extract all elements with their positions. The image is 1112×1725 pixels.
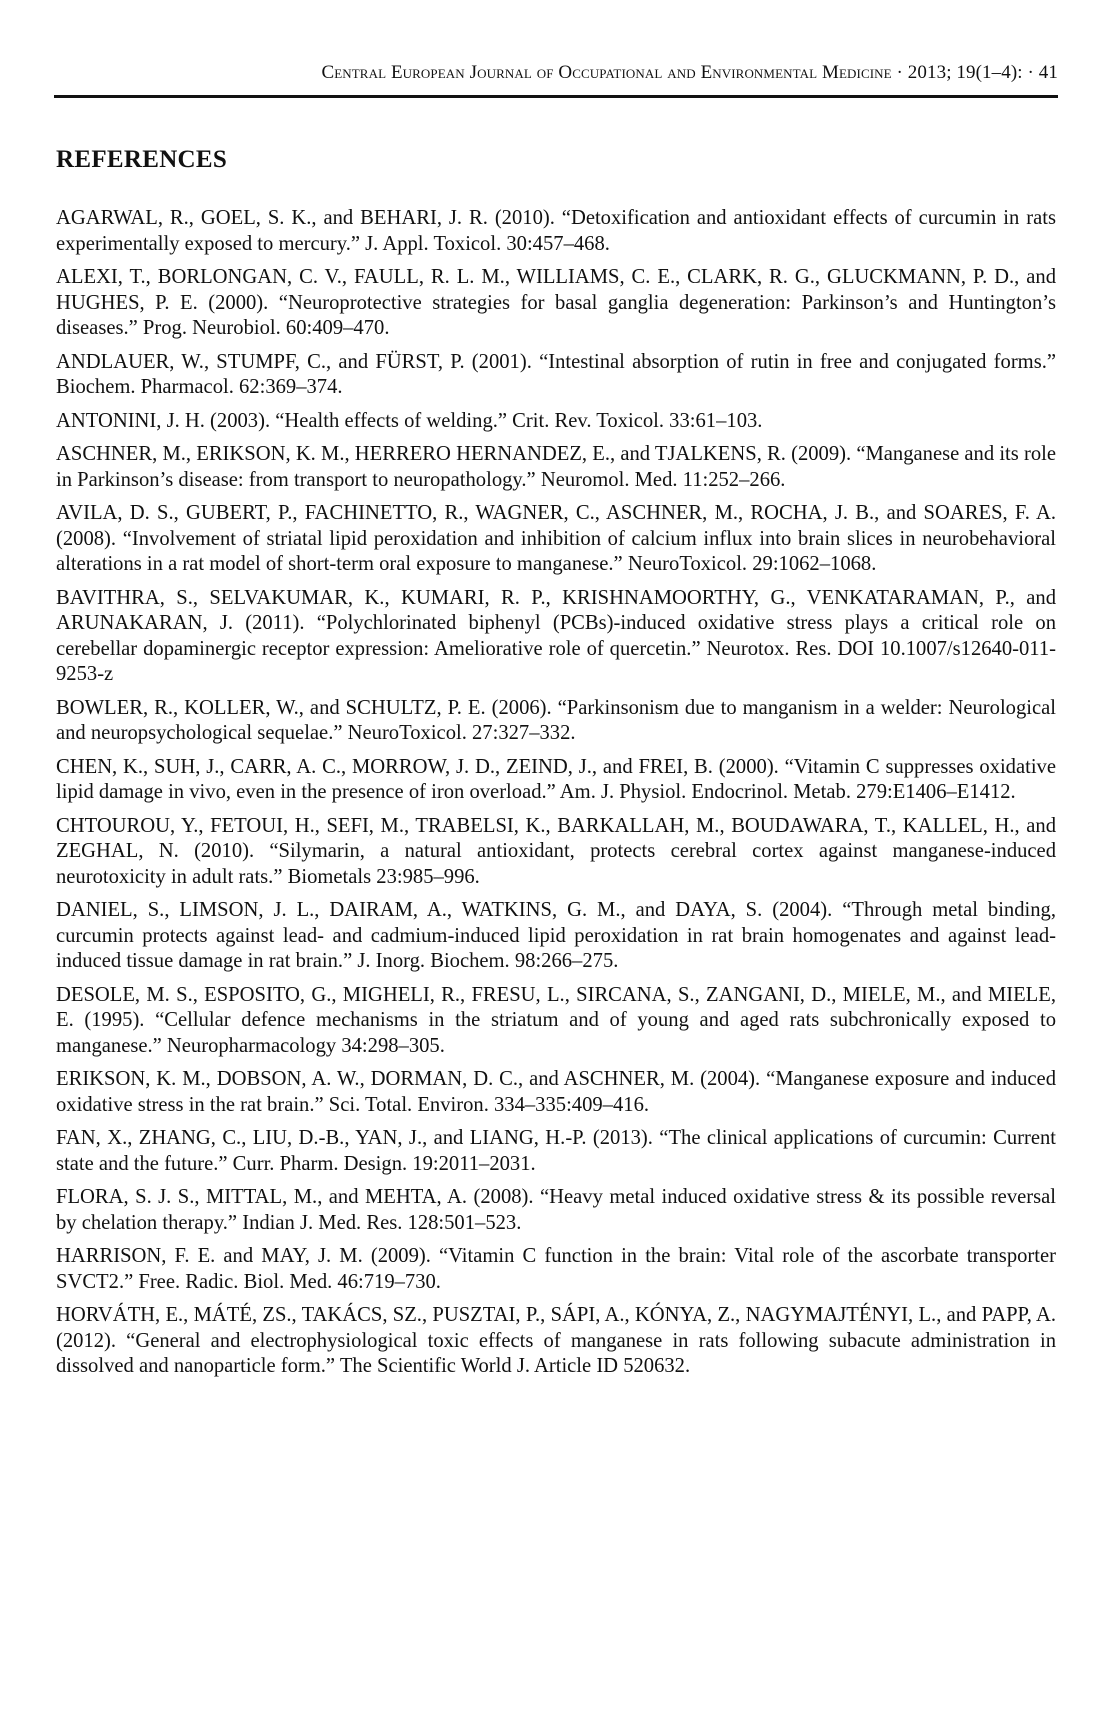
section-title: REFERENCES <box>56 146 228 173</box>
reference-entry: ANDLAUER, W., STUMPF, C., and FÜRST, P. (2001). “Intestinal absorption of rutin in free and conjugated forms.” Biochem. Pharmacol. 62:369–374. <box>56 350 1056 398</box>
header-rule <box>54 95 1058 98</box>
reference-list <box>56 206 1056 1388</box>
reference-entry: FAN, X., ZHANG, C., LIU, D.-B., YAN, J., and LIANG, H.-P. (2013). “The clinical applications of curcumin: Current state and the future.” Curr. Pharm. Design. 19:2011–2031. <box>56 1127 1056 1175</box>
reference-entry: AGARWAL, R., GOEL, S. K., and BEHARI, J. R. (2010). “Detoxification and antioxidant effects of curcumin in rats experimentally exposed to mercury.” J. Appl. Toxicol. 30:457–468. <box>56 207 1056 255</box>
reference-entry: HARRISON, F. E. and MAY, J. M. (2009). “Vitamin C function in the brain: Vital role of the ascorbate transporter SVCT2.” Free. Radic. Biol. Med. 46:719–730. <box>56 1245 1056 1293</box>
reference-entry: ERIKSON, K. M., DOBSON, A. W., DORMAN, D. C., and ASCHNER, M. (2004). “Manganese exposure and induced oxidative stress in the rat brain.” Sci. Total. Environ. 334–335:409–416. <box>56 1068 1056 1116</box>
reference-entry: FLORA, S. J. S., MITTAL, M., and MEHTA, A. (2008). “Heavy metal induced oxidative stress & its possible reversal by chelation therapy.” Indian J. Med. Res. 128:501–523. <box>56 1186 1056 1234</box>
reference-entry: BOWLER, R., KOLLER, W., and SCHULTZ, P. E. (2006). “Parkinsonism due to manganism in a welder: Neurological and neuropsychological sequelae.” NeuroToxicol. 27:327–332. <box>56 696 1056 744</box>
reference-entry: CHTOUROU, Y., FETOUI, H., SEFI, M., TRABELSI, K., BARKALLAH, M., BOUDAWARA, T., KALLEL, H., and ZEGHAL, N. (2010). “Silymarin, a natural antioxidant, protects cerebral cortex against manganese-induced neurotoxicity in adult rats.” Biometals 23:985–996. <box>56 814 1056 888</box>
running-header: Central European Journal of Occupational and Environmental Medicine · 2013; 19(1–4): · 41 <box>321 62 1058 83</box>
reference-entry: DANIEL, S., LIMSON, J. L., DAIRAM, A., WATKINS, G. M., and DAYA, S. (2004). “Through metal binding, curcumin protects against lead- and cadmium-induced lipid peroxidation in rat brain homogenates and against lead-induced tissue damage in rat brain.” J. Inorg. Biochem. 98:266–275. <box>56 899 1056 972</box>
reference-entry: DESOLE, M. S., ESPOSITO, G., MIGHELI, R., FRESU, L., SIRCANA, S., ZANGANI, D., MIELE, M., and MIELE, E. (1995). “Cellular defence mechanisms in the striatum and of young and aged rats subchronically exposed to manganese.” Neuropharmacology 34:298–305. <box>56 983 1056 1057</box>
reference-entry: ALEXI, T., BORLONGAN, C. V., FAULL, R. L. M., WILLIAMS, C. E., CLARK, R. G., GLUCKMANN, P. D., and HUGHES, P. E. (2000). “Neuroprotective strategies for basal ganglia degeneration: Parkinson’s and Huntington’s diseases.” Prog. Neurobiol. 60:409–470. <box>56 266 1056 339</box>
reference-entry: HORVÁTH, E., MÁTÉ, ZS., TAKÁCS, SZ., PUSZTAI, P., SÁPI, A., KÓNYA, Z., NAGYMAJTÉNYI, L., and PAPP, A. (2012). “General and electrophysiological toxic effects of manganese in rats following subacute administration in dissolved and nanoparticle form.” The Scientific World J. Article ID 520632. <box>56 1304 1056 1377</box>
reference-entry: ANTONINI, J. H. (2003). “Health effects of welding.” Crit. Rev. Toxicol. 33:61–103. <box>56 409 763 432</box>
reference-entry: ASCHNER, M., ERIKSON, K. M., HERRERO HERNANDEZ, E., and TJALKENS, R. (2009). “Manganese and its role in Parkinson’s disease: from transport to neuropathology.” Neuromol. Med. 11:252–266. <box>56 443 1056 491</box>
reference-entry: AVILA, D. S., GUBERT, P., FACHINETTO, R., WAGNER, C., ASCHNER, M., ROCHA, J. B., and SOARES, F. A. (2008). “Involvement of striatal lipid peroxidation and inhibition of calcium influx into brain slices in neurobehavioral alterations in a rat model of short-term oral exposure to manganese.” NeuroToxicol. 29:1062–1068. <box>56 502 1056 575</box>
reference-entry: CHEN, K., SUH, J., CARR, A. C., MORROW, J. D., ZEIND, J., and FREI, B. (2000). “Vitamin C suppresses oxidative lipid damage in vivo, even in the presence of iron overload.” Am. J. Physiol. Endocrinol. Metab. 279:E1406–E1412. <box>56 755 1056 803</box>
reference-entry: BAVITHRA, S., SELVAKUMAR, K., KUMARI, R. P., KRISHNAMOORTHY, G., VENKATARAMAN, P., and ARUNAKARAN, J. (2011). “Polychlorinated biphenyl (PCBs)-induced oxidative stress plays a critical role on cerebellar dopaminergic receptor expression: Ameliorative role of quercetin.” Neurotox. Res. DOI 10.1007/s12640-011-9253-z <box>56 586 1056 685</box>
